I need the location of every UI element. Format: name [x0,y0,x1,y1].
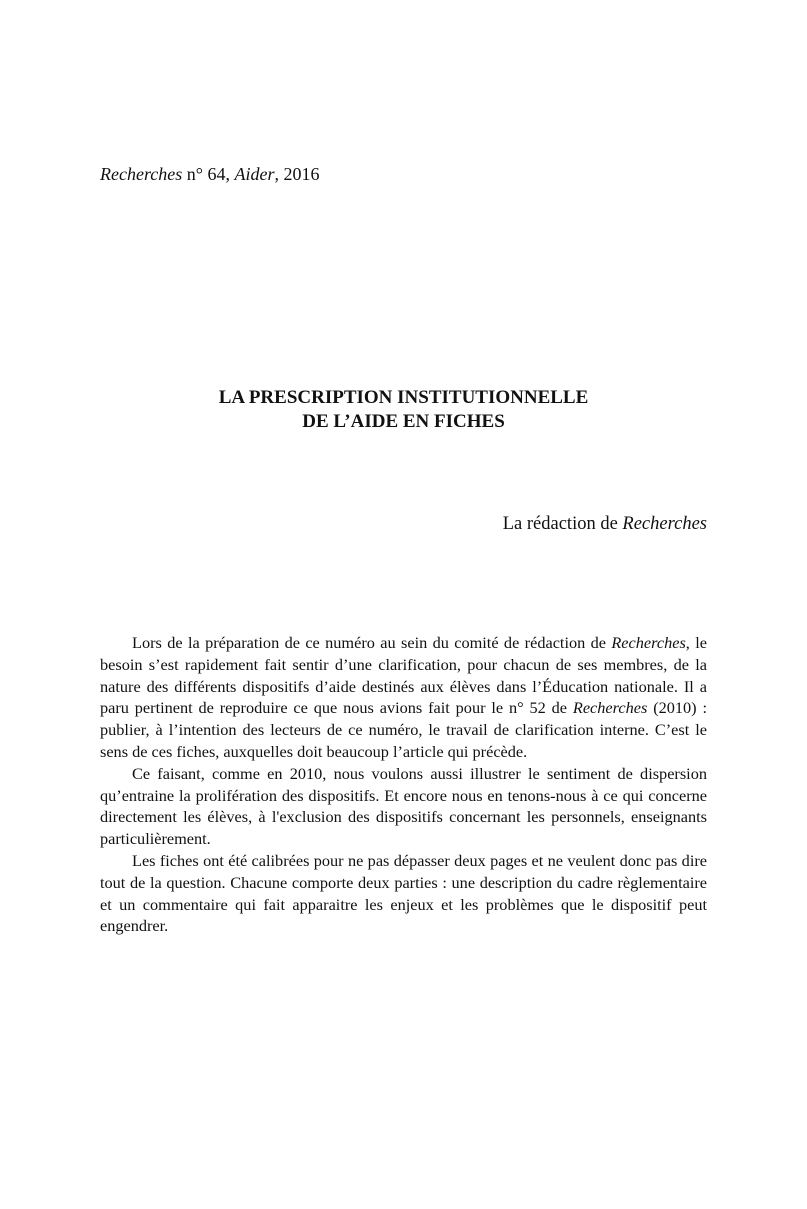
header-issue: n° 64, [182,164,235,184]
paragraph-1-part-c: , le besoin s’est rapidement fait sentir d’une clarification, pour chacun de ses membres, de la nature des différents dispositifs d’aide destinés aux élèves dans l’Éducation nationale. Il a paru pertinent de reproduire ce que nous avions fait pour le n° 52 de [100,633,707,718]
paragraph-1-journal-1: Recherches [611,633,686,652]
paragraph-1-part-e: (2010) : publier, à l’intention des lecteurs de ce numéro, le travail de clarification interne. C’est le sens de ces fiches, auxquelles doit beaucoup l’article qui précède. [100,698,707,761]
running-header [100,162,320,186]
paragraph-1 [100,632,707,763]
paragraph-1-part-a: Lors de la préparation de ce numéro au sein du comité de rédaction de [132,633,612,652]
author-prefix: La rédaction de [502,514,623,534]
header-journal-name: Recherches [100,164,183,184]
paragraph-1-journal-2: Recherches [572,698,648,718]
article-body [100,632,707,937]
article-author [503,512,707,536]
paragraph-3: Les fiches ont été calibrées pour ne pas dépasser deux pages et ne veulent donc pas dire tout de la question. Chacune comporte deux parties : une description du cadre règlementaire et un commentaire qui fait apparaitre les enjeux et les problèmes que le dispositif peut engendrer. [100,850,707,936]
title-line-2: DE L’AIDE EN FICHES [302,411,505,432]
paragraph-2: Ce faisant, comme en 2010, nous voulons aussi illustrer le sentiment de dispersion qu’entraine la prolifération des dispositifs. Et encore nous en tenons-nous à ce qui concerne directement les élèves, à l'exclusion des dispositifs concernant les personnels, enseignants particulièrement. [100,763,707,849]
article-title [100,386,707,434]
header-theme: Aider [234,164,275,184]
author-journal: Recherches [622,514,707,534]
header-year: , 2016 [274,164,320,184]
title-line-1: LA PRESCRIPTION INSTITUTIONNELLE [218,387,589,408]
